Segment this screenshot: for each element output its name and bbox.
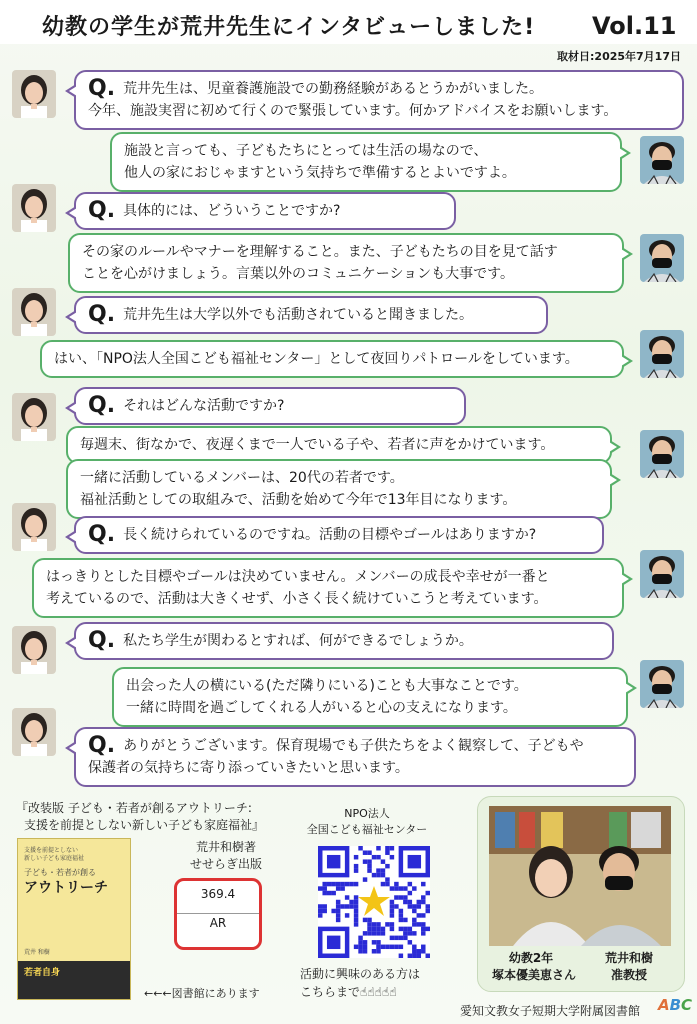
- student-avatar: [12, 393, 56, 441]
- book-title: 『改装版 子ども・若者が創るアウトリーチ: 支援を前提としない新しい子ども家庭福祉』: [16, 801, 265, 832]
- student-avatar: [12, 503, 56, 551]
- q-mark: Q.: [88, 76, 116, 101]
- teacher-avatar: [640, 430, 684, 478]
- question-bubble: Q. 荒井先生は大学以外でも活動されていると聞きました。: [74, 296, 548, 334]
- library-logo: ABC: [658, 996, 693, 1014]
- header-bar: [0, 0, 697, 44]
- answer-bubble: はい、「NPO法人全国こども福祉センター」として夜回りパトロールをしています。: [40, 340, 624, 378]
- question-bubble: Q. 長く続けられているのですね。活動の目標やゴールはありますか?: [74, 516, 604, 554]
- answer-bubble: 施設と言っても、子どもたちにとっては生活の場なので、 他人の家におじゃますという気持ちで準備するとよいですよ。: [110, 132, 622, 192]
- question-bubble: Q. それはどんな活動ですか?: [74, 387, 466, 425]
- student-avatar: [12, 708, 56, 756]
- library-note: ←←←図書館にあります: [144, 987, 260, 1000]
- student-name: 幼教2年 塚本優美恵さん: [492, 951, 577, 982]
- q-mark: Q.: [88, 198, 116, 223]
- q-mark: Q.: [88, 522, 116, 547]
- interview-photo: [489, 806, 671, 946]
- teacher-avatar: [640, 660, 684, 708]
- book-cover-band: 若者自身: [18, 961, 130, 999]
- answer-bubble: 一緒に活動しているメンバーは、20代の若者です。 福祉活動としての取組みで、活動を始めて今年で13年目になります。: [66, 459, 612, 519]
- qr-code[interactable]: [318, 846, 430, 958]
- teacher-avatar: [640, 136, 684, 184]
- teacher-avatar: [640, 550, 684, 598]
- book-author: 荒井和樹著 せせらぎ出版: [189, 840, 262, 871]
- volume-number: Vol.11: [592, 12, 677, 40]
- qr-caption: 活動に興味のある方は こちらまで☝☝☝☝☝: [300, 967, 421, 999]
- npo-label: NPO法人 全国こども福祉センター: [306, 807, 428, 836]
- call-number-label: 369.4 AR: [174, 878, 262, 950]
- library-name: 愛知文教女子短期大学附属図書館: [460, 1004, 641, 1018]
- q-mark: Q.: [88, 393, 116, 418]
- teacher-avatar: [640, 234, 684, 282]
- answer-bubble: はっきりとした目標やゴールは決めていません。メンバーの成長や幸せが一番と 考えているので、活動は大きくせず、小さく長く続けていこうと考えています。: [32, 558, 624, 618]
- answer-bubble: 出会った人の横にいる(ただ隣りにいる)ことも大事なことです。 一緒に時間を過ごしてくれる人がいると心の支えになります。: [112, 667, 628, 727]
- question-bubble: Q. 荒井先生は、児童養護施設での勤務経験があるとうかがいました。 今年、施設実習に初めて行くので緊張しています。何かアドバイスをお願いします。: [74, 70, 684, 130]
- q-mark: Q.: [88, 733, 116, 758]
- interview-date: 取材日:2025年7月17日: [557, 50, 681, 63]
- book-cover-image: 支援を前提としない 新しい子ども家庭福祉 子ども・若者が創る アウトリーチ 荒井 和樹 若者自身: [17, 838, 131, 1000]
- answer-bubble: 毎週末、街なかで、夜遅くまで一人でいる子や、若者に声をかけています。: [66, 426, 612, 464]
- student-avatar: [12, 626, 56, 674]
- question-bubble: Q. ありがとうございます。保育現場でも子供たちをよく観察して、子どもや 保護者の気持ちに寄り添っていきたいと思います。: [74, 727, 636, 787]
- question-bubble: Q. 私たち学生が関わるとすれば、何ができるでしょうか。: [74, 622, 614, 660]
- student-avatar: [12, 184, 56, 232]
- page-title: 幼教の学生が荒井先生にインタビューしました!: [42, 15, 536, 40]
- question-bubble: Q. 具体的には、どういうことですか?: [74, 192, 456, 230]
- teacher-name: 荒井和樹 准教授: [604, 951, 653, 982]
- q-mark: Q.: [88, 302, 116, 327]
- answer-bubble: その家のルールやマナーを理解すること。また、子どもたちの目を見て話す ことを心がけましょう。言葉以外のコミュニケーションも大事です。: [68, 233, 624, 293]
- student-avatar: [12, 288, 56, 336]
- q-mark: Q.: [88, 628, 116, 653]
- teacher-avatar: [640, 330, 684, 378]
- student-avatar: [12, 70, 56, 118]
